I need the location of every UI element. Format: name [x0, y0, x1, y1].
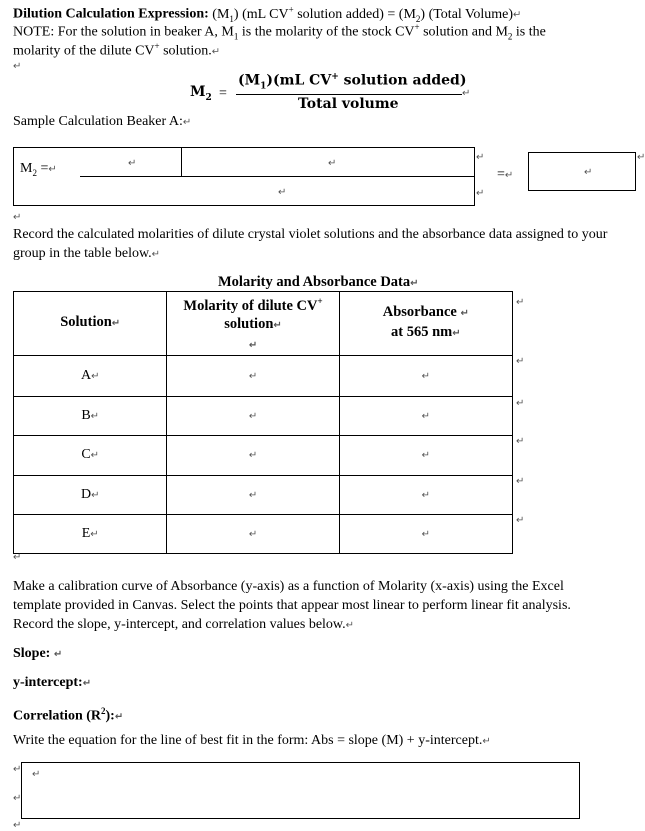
calc-box-divider	[181, 147, 182, 176]
note-line-1: NOTE: For the solution in beaker A, $M_1$ is the molarity of the stock CV+ solution and $M_2$ is the	[13, 22, 546, 42]
sample-calc-label: Sample Calculation Beaker A:↵	[13, 114, 192, 129]
cell-absorbance[interactable]: ↵	[339, 435, 512, 475]
calc-equals: =↵	[497, 167, 514, 182]
table-row	[14, 475, 513, 514]
table-header-row	[14, 292, 513, 356]
slope-label: Slope: ↵	[13, 646, 63, 661]
correlation-label: Correlation $(R^2):↵$	[13, 706, 124, 724]
note-line-2: molarity of the dilute CV+ solution.↵	[13, 41, 221, 59]
header-solution: Solution↵	[14, 292, 167, 356]
formula-numerator: $(M_1)(mL$ CV+ solution added)	[238, 72, 467, 92]
heading-line: Dilution Calculation Expression: $(M_1)$ (mL CV+ solution added) = $(M_2)$ (Total Volume)↵	[13, 4, 522, 24]
cell-molarity[interactable]: ↵	[167, 396, 339, 435]
formula-lhs: $M_2$	[190, 84, 212, 103]
formula-equals: =	[219, 86, 227, 101]
data-table	[13, 291, 513, 554]
header-absorbance: Absorbance ↵ at 565 nm↵	[339, 292, 512, 356]
formula-denominator: Total volume	[298, 96, 399, 112]
cell-absorbance[interactable]: ↵	[339, 514, 512, 553]
table-row	[14, 355, 513, 396]
table-row	[14, 514, 513, 553]
heading-label: Dilution Calculation Expression:	[13, 6, 209, 22]
equation-prompt: Write the equation for the line of best fit in the form: Abs = slope (M) + y-intercept.↵	[13, 733, 491, 748]
cell-absorbance[interactable]: ↵	[339, 355, 512, 396]
cell-solution: D↵	[14, 475, 167, 514]
cell-absorbance[interactable]: ↵	[339, 475, 512, 514]
cell-molarity[interactable]: ↵	[167, 475, 339, 514]
calibration-line-2: template provided in Canvas. Select the points that appear most linear to perform linear fit analysis.	[13, 598, 571, 613]
formula-fraction-bar	[236, 94, 462, 95]
cell-solution: C↵	[14, 435, 167, 475]
equation-answer-box[interactable]	[21, 762, 580, 819]
table-title: Molarity and Absorbance Data↵	[218, 274, 419, 290]
record-text-line-1: Record the calculated molarities of dilute crystal violet solutions and the absorbance data assigned to your	[13, 227, 608, 242]
header-molarity: Molarity of dilute CV+ solution↵ ↵	[167, 292, 339, 356]
heading-expression: $(M_1)$ (mL CV+ solution added) = $(M_2)$ (Total Volume)	[208, 4, 514, 24]
calibration-line-3: Record the slope, y-intercept, and correlation values below.↵	[13, 617, 355, 632]
cell-solution: E↵	[14, 514, 167, 553]
table-row	[14, 396, 513, 435]
cell-molarity[interactable]: ↵	[167, 355, 339, 396]
cell-solution: B↵	[14, 396, 167, 435]
cell-absorbance[interactable]: ↵	[339, 396, 512, 435]
calibration-line-1: Make a calibration curve of Absorbance (y-axis) as a function of Molarity (x-axis) using the Excel	[13, 579, 564, 594]
cell-molarity[interactable]: ↵	[167, 435, 339, 475]
intercept-label: y-intercept:↵	[13, 675, 92, 690]
paragraph-mark: ↵	[13, 61, 22, 72]
cell-solution: A↵	[14, 355, 167, 396]
calc-box-fraction-line	[80, 176, 475, 177]
table-row	[14, 435, 513, 475]
m2-label: $M_2$ =↵	[20, 161, 57, 178]
cell-molarity[interactable]: ↵	[167, 514, 339, 553]
record-text-line-2: group in the table below.↵	[13, 246, 161, 261]
result-input-box[interactable]	[528, 152, 636, 191]
